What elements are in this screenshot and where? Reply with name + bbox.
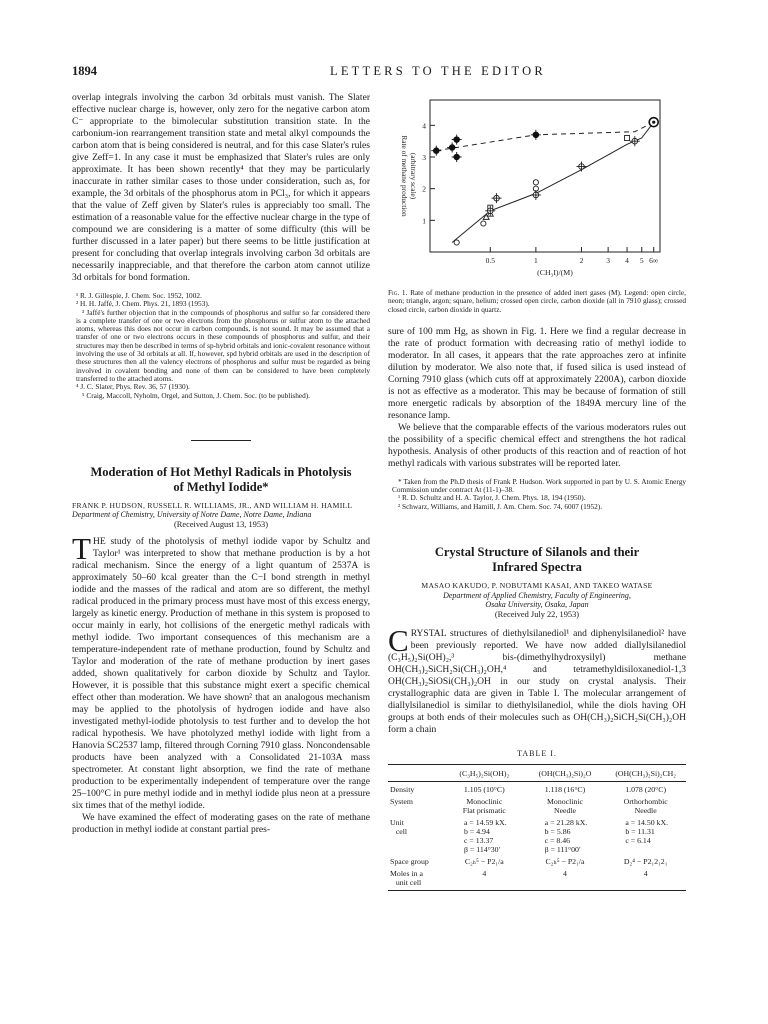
footnote: ² H. H. Jaffé, J. Chem. Phys. 21, 1893 (1953). — [76, 299, 210, 309]
table-cell: Monoclinic Needle — [547, 796, 583, 815]
y-tick-label: 1 — [422, 216, 426, 226]
received-date: (Received August 13, 1953) — [174, 519, 268, 529]
crystal-data-table — [388, 764, 686, 891]
footnote: ² Schwarz, Williams, and Hamill, J. Am. Chem. Soc. 74, 6007 (1952). — [398, 501, 603, 511]
article-paragraph: We believe that the comparable effects of the various moderators rules out the possibility of a specific chemical effect and strengthens the hot radical hypothesis. Analysis of other products of this reaction and of reaction of hot methyl radicals with various substrates will be reported later. — [388, 421, 686, 469]
page-header — [72, 64, 696, 78]
article-authors: MASAO KAKUDO, P. NOBUTAMI KASAI, AND TAKEO WATASE — [421, 581, 653, 591]
y-axis-label-unit: (arbitrary scale) — [409, 152, 418, 200]
table-row-header: Moles in a unit cell — [388, 866, 444, 891]
y-tick-label: 3 — [422, 153, 426, 162]
neon-point — [533, 180, 538, 185]
article-paragraph: sure of 100 mm Hg, as shown in Fig. 1. Here we find a regular decrease in the rate of product formation with decreasing ratio of methyl iodide to moderator. In all cases, it appears that the rate approaches zero at infinite dilution by moderator. We also note that, if fused silica is used instead of Corning 7910 glass (which cuts off at approximately 2200A), carbon dioxide is not as effective as a moderator. This may be because of formation of still more energetic radicals by absorption of the 1849A mercury line of the resonance lamp. — [388, 325, 686, 421]
table-row-header: Unit cell — [390, 817, 408, 836]
table-row — [388, 815, 686, 854]
neon-point — [454, 240, 459, 245]
received-date: (Received July 22, 1953) — [494, 609, 580, 619]
x-tick-label: 3 — [606, 256, 611, 265]
footnote: ⁵ Craig, Maccoll, Nyholm, Orgel, and Sutton, J. Chem. Soc. (to be published). — [82, 390, 310, 400]
dashed-curve — [436, 122, 653, 151]
drop-cap: T — [72, 530, 91, 566]
table-cell: a = 14.50 kX. b = 11.31 c = 6.14 — [625, 817, 669, 845]
drop-cap: C — [388, 622, 409, 658]
infinity-point-center — [652, 121, 655, 124]
figure-caption: Fig. 1. Rate of methane production in the presence of added inert gases (M). Legend: open circle, neon; triangle, argon; square, helium; crossed open circle, carbon dioxide (all in 7910 glass); crossed closed circle, carbon dioxide in quartz. — [388, 288, 686, 314]
table-cell: C₂ₕ⁵ − P2₁/a — [464, 856, 504, 866]
x-tick-label: 0.5 — [485, 256, 495, 265]
helium-point — [625, 136, 630, 141]
article-paragraph: We have examined the effect of moderating gases on the rate of methane production in methyl iodide at constant partial pres- — [72, 811, 370, 835]
x-tick-label: 5 — [639, 256, 644, 265]
x-tick-label: 6∞ — [649, 256, 659, 265]
table-row — [388, 794, 686, 815]
article-affiliation: Department of Applied Chemistry, Faculty of Engineering, — [443, 590, 631, 600]
article-affiliation: Osaka University, Osaka, Japan — [485, 600, 589, 610]
article-authors: FRANK P. HUDSON, RUSSELL R. WILLIAMS, JR., AND WILLIAM H. HAMILL — [72, 500, 353, 510]
x-axis-label: (CH₃I)/(M) — [537, 268, 573, 277]
table-cell: Monoclinic Flat prismatic — [462, 796, 506, 815]
footnote: * Taken from the Ph.D thesis of Frank P. Hudson. Work supported in part by U. S. Atomic Energy Commission under contract At (11-1)–38. — [392, 476, 686, 495]
table-cell: 1.105 (10°C) — [463, 784, 505, 794]
table-row-header: Density — [390, 784, 415, 794]
page-number: 1894 — [72, 64, 97, 78]
table-cell: a = 14.59 kX. b = 4.94 c = 13.37 β = 114°30′ — [464, 817, 507, 854]
footnote: ⁴ J. C. Slater, Phys. Rev. 36, 57 (1930). — [76, 382, 190, 392]
table-corner — [388, 764, 444, 781]
table-cell: 1.118 (16°C) — [544, 784, 586, 794]
neon-point — [481, 221, 486, 226]
article-paragraph: CRYSTAL structures of diethylsilanediol¹ and diphenylsilanediol² have been previously reported. We have now added diallylsilanediol (C₃H₅)₂Si(OH)₂,³ bis-(dimethylhydroxysilyl) methane OH(CH₃)₂SiCH₂Si(CH₃)₂OH,⁴ and tetramethyldisiloxanediol-1,3 OH(CH₃)₂SiOSi(CH₃)₂OH in our study on crystal analysis. Their crystallographic data are given in Table I. The molecular arrangement of diallylsilanediol is similar to diethylsilanediol, while the diols having OH groups at both ends of their molecules such as OH(CH₃)₂SiCH₂Si(CH₃)₂OH form a chain — [388, 622, 686, 735]
article-title: Crystal Structure of Silanols and their Infrared Spectra — [434, 545, 640, 575]
table-col-header: (C₃H₅)₂Si(OH)₂ — [444, 764, 525, 781]
table-row — [388, 866, 686, 891]
x-tick-label: 4 — [625, 256, 629, 265]
y-axis-label: Rate of methane production — [400, 135, 409, 217]
figure-1-chart — [388, 92, 686, 284]
left-column — [72, 92, 370, 836]
y-tick-label: 4 — [422, 121, 426, 131]
article-affiliation: Department of Chemistry, University of Notre Dame, Notre Dame, Indiana — [72, 510, 312, 520]
y-tick-label: 2 — [422, 184, 426, 194]
table-cell: Orthorhombic Needle — [623, 796, 668, 815]
table-cell: D₂⁴ − P2₁2₁2₁ — [623, 856, 668, 866]
table-row-header: Space group — [390, 856, 429, 866]
footnote: ¹ R. J. Gillespie, J. Chem. Soc. 1952, 1002. — [76, 291, 202, 300]
continued-paragraph: overlap integrals involving the carbon 3d orbitals must vanish. The Slater effective nuclear charge is, however, only zero for the negative carbon atom C⁻ appropriate to the bimolecular substitution transition state. In the carbonium-ion rearrangement transition state and metal alkyl compounds the carbon atom that is being considered is neutral, and for this case Slater's rules give Zeff=1. In any case it must be emphasized that Slater's rules are only approximate. It has been shown recently⁴ that they may be particularly inaccurate in rather similar cases to those under consideration, such as, for example, the 3d orbitals of the phosphorus atom in PCl₃, for which it appears that the value of Zeff given by Slater's rules is appreciably too small. The estimation of a reasonable value for the effective nuclear charge in the type of compound we are considering is a matter of some difficulty (this will be further discussed in a later paper) but there seems to be little justification at present for concluding that overlap integrals involving carbon 3d orbitals are necessarily inappreciable, and that therefore the carbon atom cannot utilize 3d orbitals for bond formation. — [72, 92, 370, 283]
footnotes-previous — [72, 292, 370, 400]
table-col-header: (OH(CH₃)₂Si)₂CH₂ — [605, 764, 686, 781]
right-column — [388, 92, 686, 891]
table-cell: 4 — [525, 866, 606, 891]
table-title: TABLE I. — [517, 748, 557, 758]
table-row-header: System — [390, 796, 413, 806]
x-tick-label: 2 — [579, 256, 584, 265]
table-cell: 4 — [605, 866, 686, 891]
table-row — [388, 781, 686, 794]
table-col-header: (OH(CH₃)₂Si)₂O — [525, 764, 606, 781]
plot-frame — [430, 100, 660, 252]
table-cell: 4 — [444, 866, 525, 891]
footnote: ³ Jaffé's further objection that in the compounds of phosphorus and sulfur so far considered there is a complete transfer of one or two electrons from the phosphorus or sulfur atom to the attached atoms, whereas this does not occur in carbon compounds, is not sound. It may be assumed that a transfer of one or two electrons occurs in these compounds of phosphorus and sulfur, and their structures may then be described in terms of sp-hybrid orbitals and ionic-covalent resonance without involving the use of 3d orbitals at all. If, however, spd hybrid orbitals are used in the description of these structures then all the valency electrons of phosphorus and sulfur must be regarded as being involved in covalent bonding and none of them can be considered to have been completely transferred to the attached atoms. — [76, 307, 370, 383]
table-cell: C₂ₕ⁵ − P2₁/a — [545, 856, 585, 866]
table-cell: 1.078 (20°C) — [625, 784, 667, 794]
table-cell: a = 21.28 kX. b = 5.86 c = 8.46 β = 111°00′ — [544, 817, 588, 854]
running-title: LETTERS TO THE EDITOR — [330, 64, 546, 78]
article-paragraph: THE study of the photolysis of methyl iodide vapor by Schultz and Taylor¹ was interpreted to show that methane production is by a hot radical mechanism. Since the energy of a light quantum of 2537A is approximately 50–60 kcal greater than the C−I bond strength in methyl iodide and the masses of the radical and atom are so different, the methyl radical produced in the primary process must have most of this excess energy, largely as kinetic energy. Production of methane in this system is proposed to occur mainly in early, hot collisions of the energetic methyl radicals with methyl iodide. Two important consequences of this mechanism are a temperature-independent rate of methane production, found by Schultz and Taylor and moderation of the rate of methane production by inert gases added, shown qualitatively for carbon dioxide by Schultz and Taylor. However, it is possible that this substance might exert a specific chemical effect other than moderation. We have shown² that an analogous mechanism may be applied to the photolysis of hydrogen iodide and have also investigated methyl-iodide photolysis to test further and to develop the hot radical hypothesis. We have photolyzed methyl iodide with light from a Hanovia SC2537 lamp, filtered through Corning 7910 glass. Noncondensable products have been analyzed with a Consolidated 21-103A mass spectrometer. At constant light absorption, we find the rate of methane production to be experimentally independent of temperature over the range 25–100°C in pure methyl iodide and in methyl iodide plus neon at a pressure six times that of the methyl iodide. — [72, 530, 370, 811]
x-tick-label: 1 — [533, 256, 538, 265]
footnote: ¹ R. D. Schultz and H. A. Taylor, J. Chem. Phys. 18, 194 (1950). — [398, 493, 586, 503]
table-row — [388, 854, 686, 866]
article-title: Moderation of Hot Methyl Radicals in Photolysis of Methyl Iodide* — [90, 464, 352, 494]
